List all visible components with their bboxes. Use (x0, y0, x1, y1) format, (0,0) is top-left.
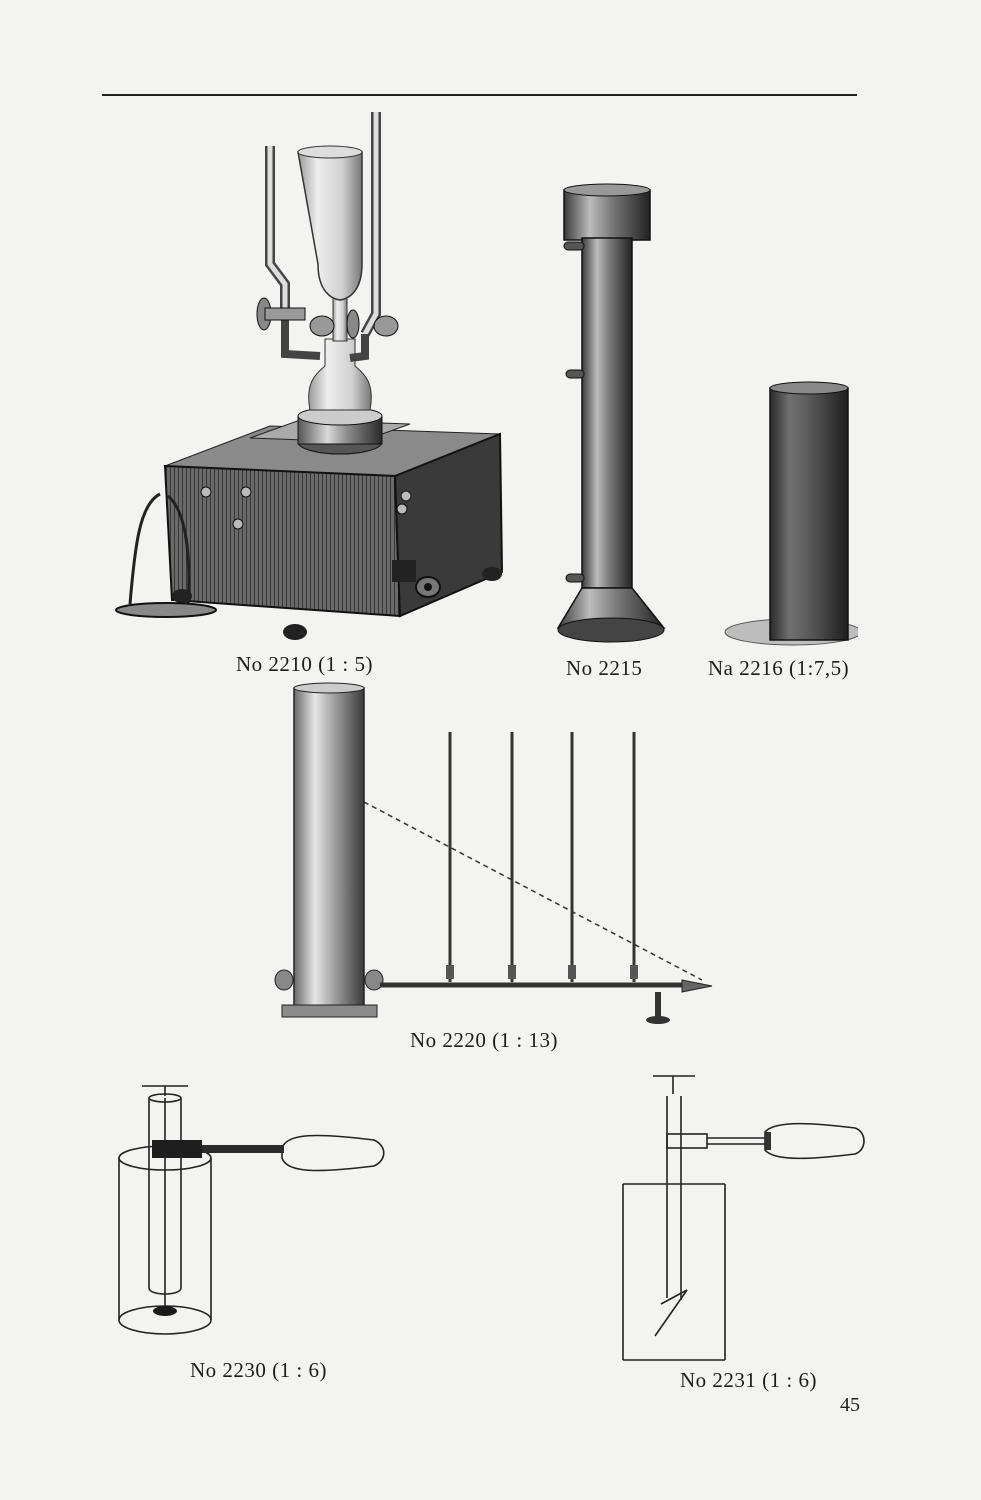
page-number: 45 (840, 1394, 860, 1416)
caption-2210: No 2210 (1 : 5) (236, 652, 373, 676)
caption-2215: No 2215 (566, 656, 643, 680)
figure-2216-illustration (718, 380, 858, 648)
figure-2210-illustration (110, 104, 510, 649)
caption-2220: No 2220 (1 : 13) (410, 1028, 558, 1052)
caption-2230: No 2230 (1 : 6) (190, 1358, 327, 1382)
caption-2231: No 2231 (1 : 6) (680, 1368, 817, 1392)
figure-2220-illustration (262, 680, 722, 1030)
figure-2230-illustration (112, 1078, 387, 1353)
figure-2231-illustration (615, 1068, 870, 1368)
header-rule (102, 94, 857, 96)
figure-2215-illustration (552, 180, 672, 648)
caption-2216: Na 2216 (1:7,5) (708, 656, 850, 680)
